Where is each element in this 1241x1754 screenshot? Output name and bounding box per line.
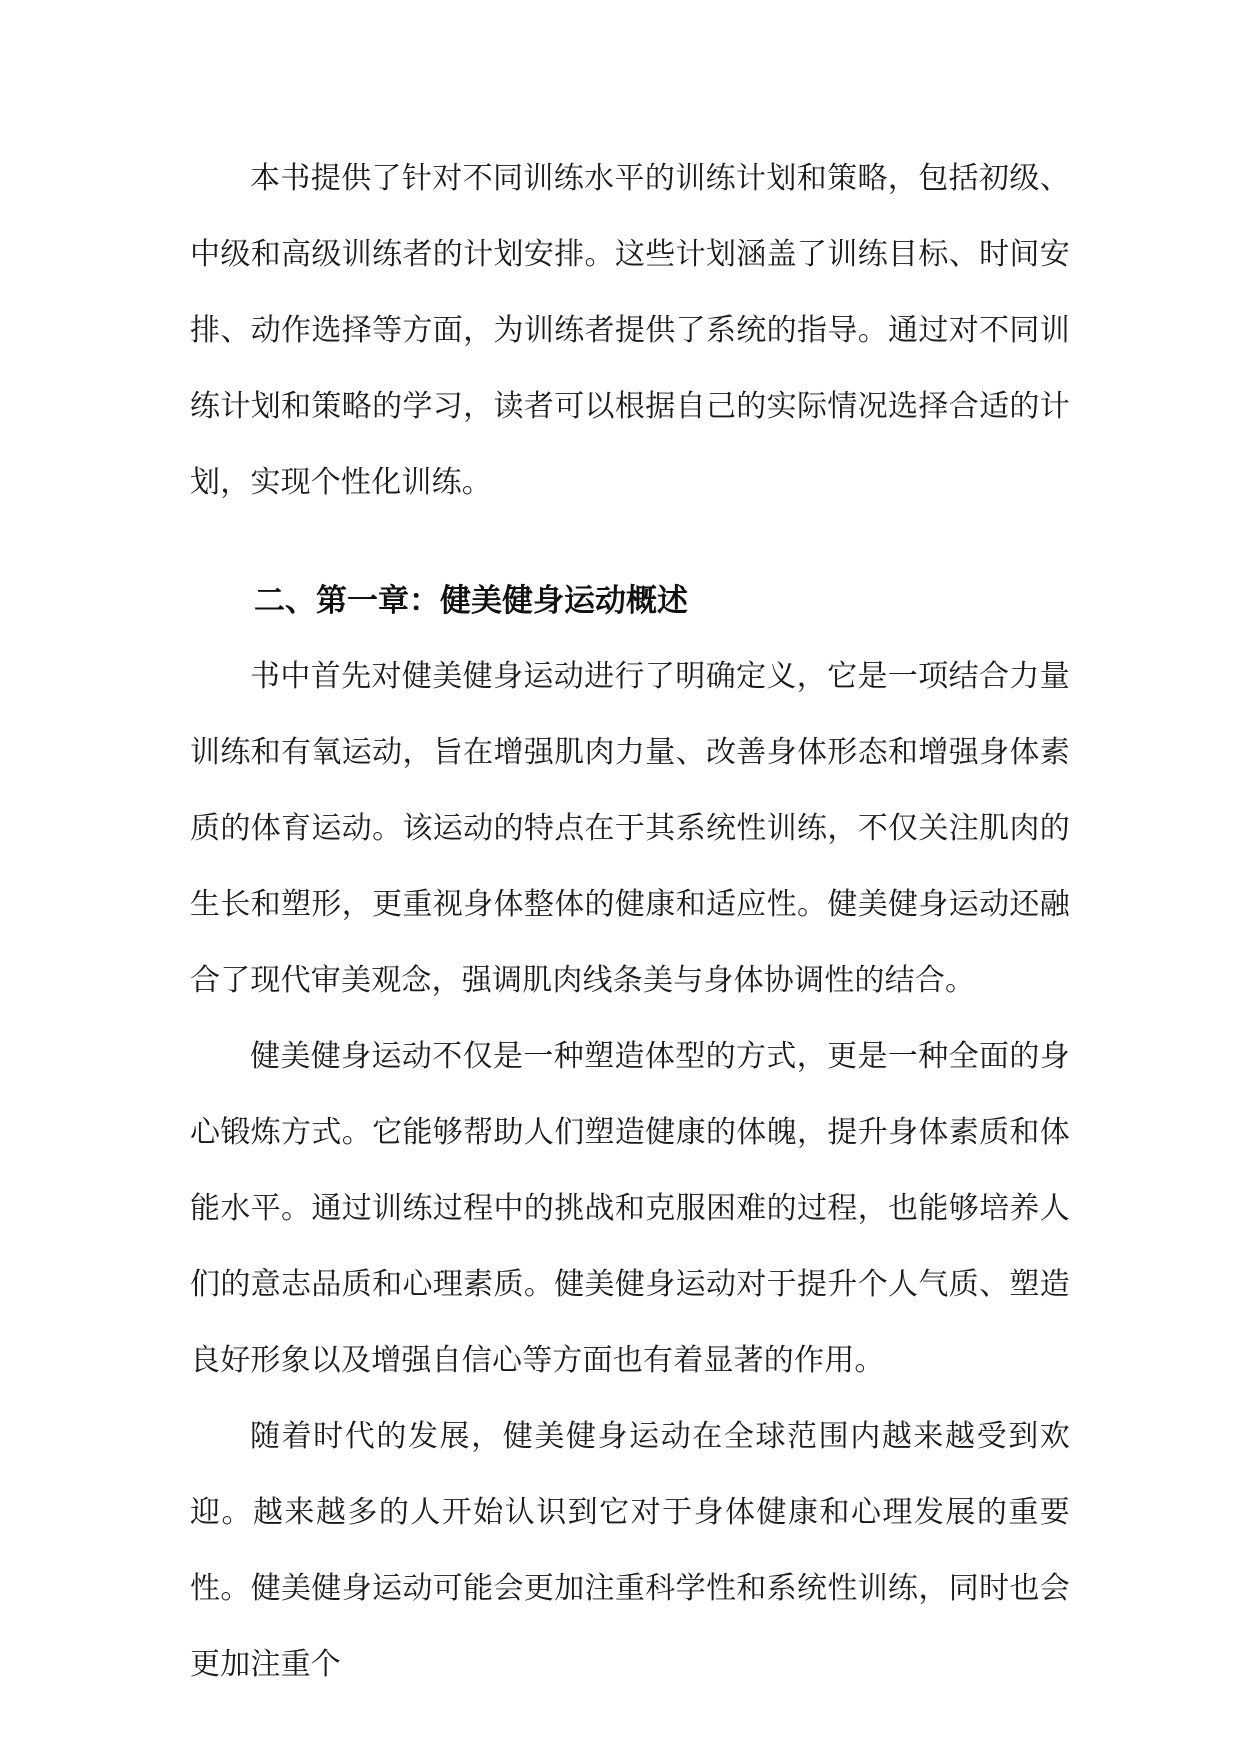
paragraph-definition: 书中首先对健美健身运动进行了明确定义，它是一项结合力量训练和有氧运动，旨在增强肌肉力量、改善身体形态和增强身体素质的体育运动。该运动的特点在于其系统性训练，不仅关注肌肉的生长和塑形，更重视身体整体的健康和适应性。健美健身运动还融合了现代审美观念，强调肌肉线条美与身体协调性的结合。: [190, 659, 1070, 998]
paragraph-benefits: 健美健身运动不仅是一种塑造体型的方式，更是一种全面的身心锻炼方式。它能够帮助人们塑造健康的体魄，提升身体素质和体能水平。通过训练过程中的挑战和克服困难的过程，也能够培养人们的意志品质和心理素质。健美健身运动对于提升个人气质、塑造良好形象以及增强自信心等方面也有着显著的作用。: [190, 1039, 1070, 1378]
paragraph-training-plans: 本书提供了针对不同训练水平的训练计划和策略，包括初级、中级和高级训练者的计划安排。这些计划涵盖了训练目标、时间安排、动作选择等方面，为训练者提供了系统的指导。通过对不同训练计划和策略的学习，读者可以根据自己的实际情况选择合适的计划，实现个性化训练。: [190, 161, 1070, 500]
paragraph-trends: 随着时代的发展，健美健身运动在全球范围内越来越受到欢迎。越来越多的人开始认识到它对于身体健康和心理发展的重要性。健美健身运动可能会更加注重科学性和系统性训练，同时也会更加注重个: [190, 1419, 1070, 1682]
section-spacer: [190, 521, 1070, 563]
section-heading: 二、第一章：健美健身运动概述: [254, 583, 688, 619]
page-body: [190, 141, 1070, 1703]
